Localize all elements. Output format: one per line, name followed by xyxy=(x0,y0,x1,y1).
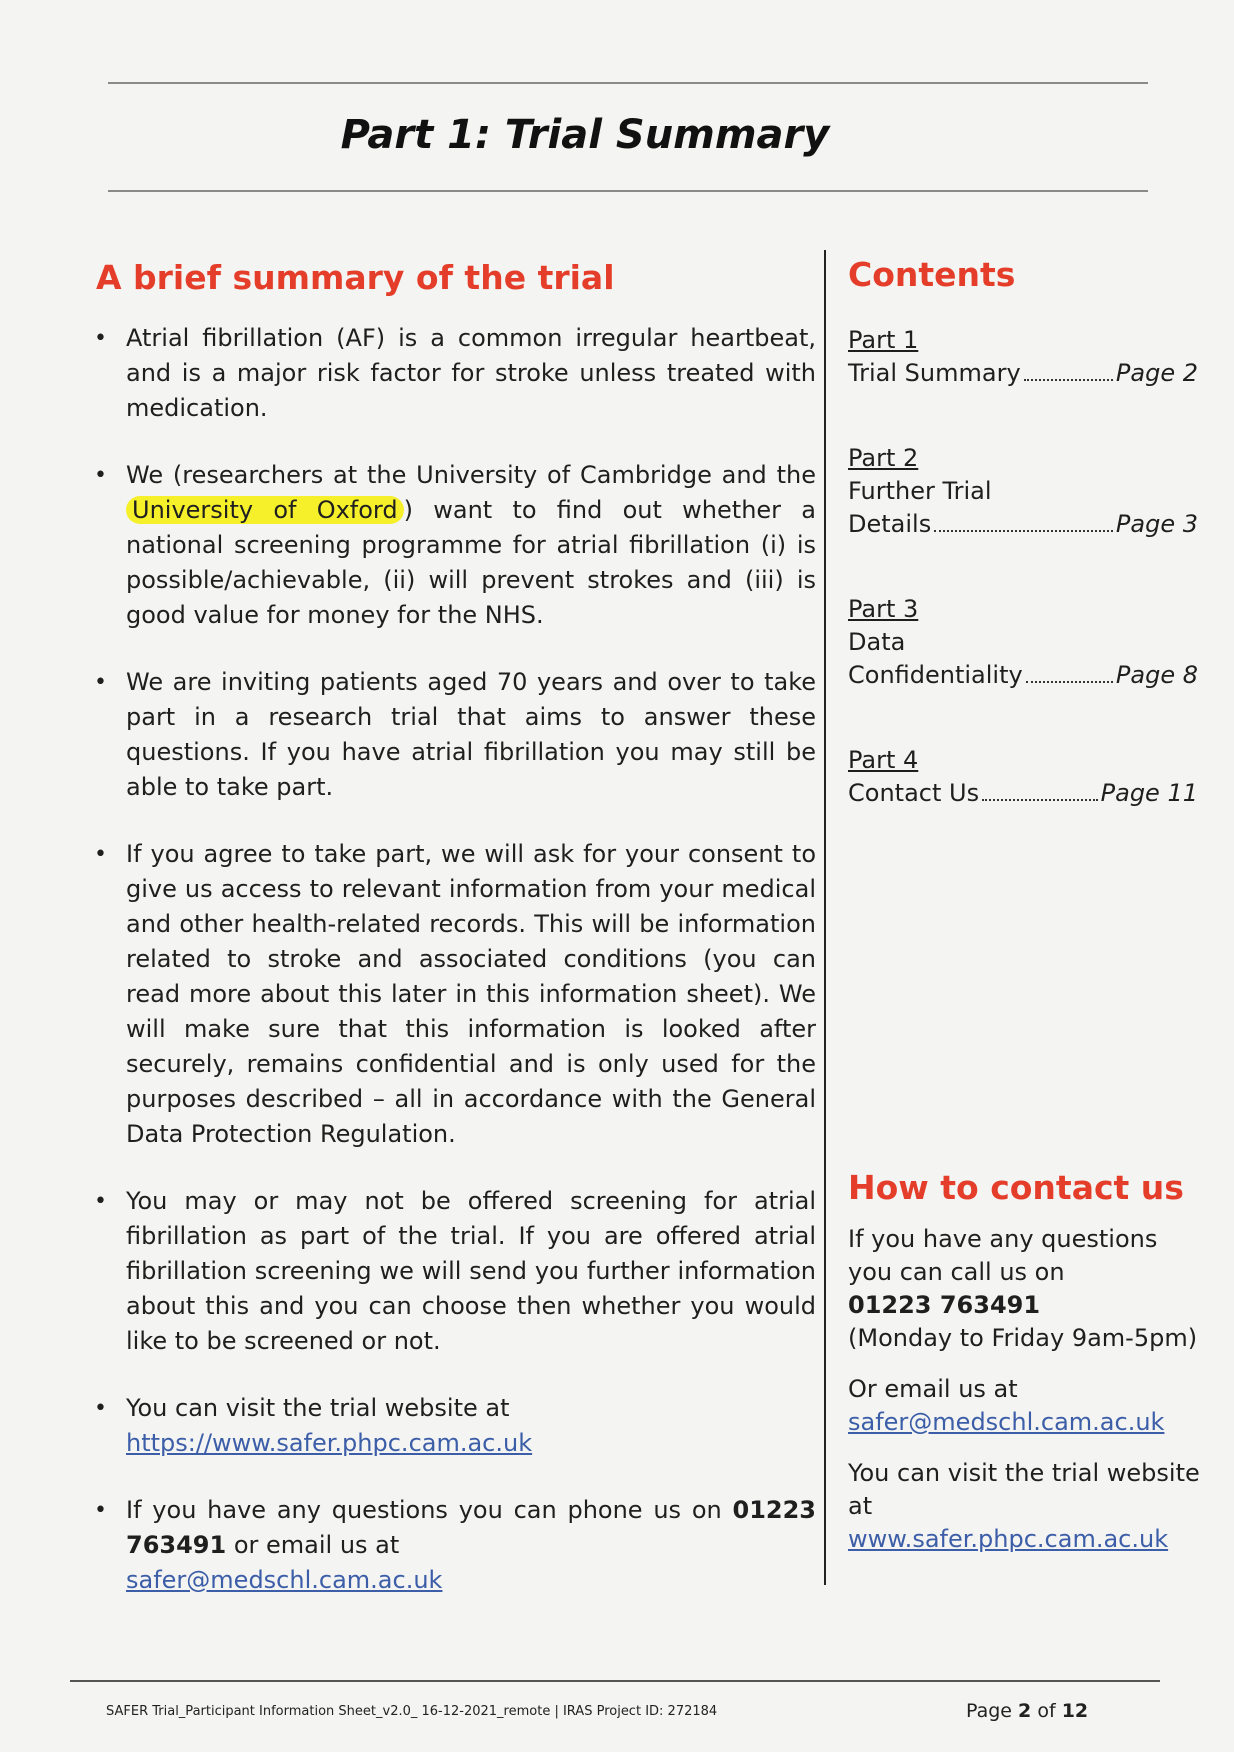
contact-hours: (Monday to Friday 9am-5pm) xyxy=(848,1324,1198,1352)
toc-section-name: Data xyxy=(848,628,906,656)
website-link[interactable]: https://www.safer.phpc.cam.ac.uk xyxy=(126,1429,533,1457)
contact-website-link[interactable]: www.safer.phpc.cam.ac.uk xyxy=(848,1525,1169,1553)
header-rule-top xyxy=(108,82,1148,84)
contact-phone: 01223 763491 xyxy=(848,1291,1041,1319)
email-link[interactable]: safer@medschl.cam.ac.uk xyxy=(126,1566,443,1594)
list-item: • You can visit the trial website at https://www.safer.phpc.cam.ac.uk xyxy=(88,1391,816,1461)
summary-list xyxy=(88,321,816,1598)
toc-leader xyxy=(1026,681,1113,683)
toc-section-name: Details xyxy=(848,510,932,538)
toc-section-name: Confidentiality xyxy=(848,661,1023,689)
list-item: • We (researchers at the University of Cambridge and the University of Oxford ) want to find out whether a national screening programme for atrial fibrillation (i) is possible/achievable, (ii) will prevent strokes and (iii) is good value for money for the NHS. xyxy=(88,458,816,633)
toc-leader xyxy=(982,799,1098,801)
toc-part-label: Part 3 xyxy=(848,595,919,623)
list-item: • You may or may not be offered screening for atrial fibrillation as part of the trial. If you are offered atrial fibrillation screening we will send you further information about this and you can choose then whether you would like to be screened or not. xyxy=(88,1184,816,1359)
highlighted-text: University of Oxford xyxy=(126,496,404,524)
list-item: • If you have any questions you can phone us on 01223 763491 or email us at safer@medschl.cam.ac.uk xyxy=(88,1493,816,1598)
contact-email-link[interactable]: safer@medschl.cam.ac.uk xyxy=(848,1408,1165,1436)
summary-column xyxy=(88,258,816,1630)
toc-page: Page 8 xyxy=(1115,661,1198,689)
contact-call-text: If you have any questions you can call us on xyxy=(848,1225,1158,1286)
list-item: • Atrial fibrillation (AF) is a common irregular heartbeat, and is a major risk factor for stroke unless treated with medication. xyxy=(88,321,816,426)
footer-rule xyxy=(70,1680,1160,1682)
contact-website-text: You can visit the trial website at xyxy=(848,1459,1200,1520)
toc-page: Page 11 xyxy=(1100,779,1198,807)
toc-item-part-1[interactable] xyxy=(848,324,1198,390)
contents-heading: Contents xyxy=(848,255,1016,294)
contents-list xyxy=(848,324,1198,810)
contact-section xyxy=(848,1168,1208,1574)
toc-leader xyxy=(1024,379,1113,381)
footer-document-info: SAFER Trial_Participant Information Sheet_v2.0_ 16-12-2021_remote | IRAS Project ID: 272184 xyxy=(106,1704,718,1719)
contact-heading: How to contact us xyxy=(848,1168,1184,1207)
toc-item-part-2[interactable] xyxy=(848,442,1198,541)
header-rule-bottom xyxy=(108,190,1148,192)
toc-item-part-4[interactable] xyxy=(848,744,1198,810)
list-item: • If you agree to take part, we will ask for your consent to give us access to relevant information from your medical and other health-related records. This will be information related to stroke and associated conditions (you can read more about this later in this information sheet). We will make sure that this information is looked after securely, remains confidential and is only used for the purposes described – all in accordance with the General Data Protection Regulation. xyxy=(88,837,816,1152)
footer-page-number: Page 2 of 12 xyxy=(966,1700,1089,1722)
toc-item-part-3[interactable] xyxy=(848,593,1198,692)
summary-heading: A brief summary of the trial xyxy=(96,258,615,297)
contact-email-text: Or email us at xyxy=(848,1375,1018,1403)
column-divider xyxy=(824,250,826,1585)
toc-section-name: Trial Summary xyxy=(848,359,1021,387)
toc-part-label: Part 1 xyxy=(848,326,919,354)
toc-section-name: Further Trial xyxy=(848,477,992,505)
toc-part-label: Part 4 xyxy=(848,746,919,774)
toc-part-label: Part 2 xyxy=(848,444,919,472)
toc-leader xyxy=(934,530,1113,532)
toc-page: Page 3 xyxy=(1115,510,1198,538)
contents-column xyxy=(848,255,1198,862)
page-title: Part 1: Trial Summary xyxy=(340,112,830,158)
toc-page: Page 2 xyxy=(1115,359,1198,387)
list-item: • We are inviting patients aged 70 years and over to take part in a research trial that aims to answer these questions. If you have atrial fibrillation you may still be able to take part. xyxy=(88,665,816,805)
phone-number: 01223 763491 xyxy=(126,1496,816,1559)
toc-section-name: Contact Us xyxy=(848,779,980,807)
